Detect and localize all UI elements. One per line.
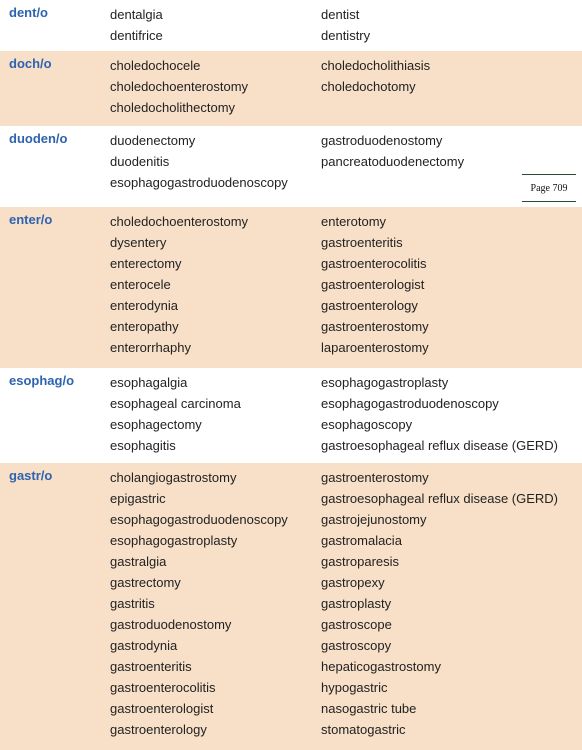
medical-term: esophagogastroplasty	[110, 533, 238, 548]
word-root: duoden/o	[9, 131, 68, 146]
medical-term: gastroduodenostomy	[321, 133, 443, 148]
medical-term: duodenectomy	[110, 133, 196, 148]
medical-term: gastroenteritis	[321, 235, 403, 250]
table-row	[0, 207, 582, 368]
medical-term: enterocele	[110, 277, 171, 292]
medical-term: gastrojejunostomy	[321, 512, 427, 527]
medical-term: enterodynia	[110, 298, 178, 313]
medical-term: choledochoenterostomy	[110, 214, 249, 229]
medical-term: choledochocele	[110, 58, 201, 73]
medical-term: esophagitis	[110, 438, 176, 453]
medical-term: esophagogastroduodenoscopy	[321, 396, 499, 411]
word-root: esophag/o	[9, 373, 75, 388]
medical-term: choledochoenterostomy	[110, 79, 249, 94]
term-column-right	[321, 211, 429, 358]
medical-term: cholangiogastrostomy	[110, 470, 237, 485]
medical-term: gastralgia	[110, 554, 167, 569]
medical-term: dentistry	[321, 28, 371, 43]
medical-term: enterectomy	[110, 256, 182, 271]
medical-term: dentifrice	[110, 28, 163, 43]
medical-term: esophageal carcinoma	[110, 396, 241, 411]
medical-term: hepaticogastrostomy	[321, 659, 441, 674]
term-column-left	[110, 211, 248, 358]
medical-term: esophagogastroduodenoscopy	[110, 175, 288, 190]
term-column-right	[321, 372, 558, 456]
medical-term: gastroscopy	[321, 638, 392, 653]
medical-term: esophagogastroplasty	[321, 375, 449, 390]
medical-term: gastroenterocolitis	[321, 256, 427, 271]
term-column-right	[321, 467, 558, 740]
medical-term: stomatogastric	[321, 722, 406, 737]
medical-term: dysentery	[110, 235, 167, 250]
word-root: enter/o	[9, 212, 53, 227]
medical-term: gastroenterologist	[110, 701, 214, 716]
medical-term: gastroenteritis	[110, 659, 192, 674]
medical-term: gastroenterostomy	[321, 319, 429, 334]
medical-term: choledocholithectomy	[110, 100, 236, 115]
medical-term: gastritis	[110, 596, 155, 611]
medical-term: gastropexy	[321, 575, 385, 590]
medical-term: gastroesophageal reflux disease (GERD)	[321, 491, 559, 506]
medical-term: hypogastric	[321, 680, 388, 695]
medical-term: esophagoscopy	[321, 417, 413, 432]
word-root: doch/o	[9, 56, 52, 71]
page-number-marker: Page 709	[522, 174, 576, 202]
table-row	[0, 51, 582, 126]
table-row	[0, 0, 582, 51]
medical-term: enterotomy	[321, 214, 387, 229]
medical-term: dentist	[321, 7, 360, 22]
table-row	[0, 368, 582, 463]
word-root: dent/o	[9, 5, 48, 20]
term-column-left	[110, 4, 163, 46]
medical-term: dentalgia	[110, 7, 163, 22]
medical-term: gastroduodenostomy	[110, 617, 232, 632]
medical-term: gastroenterologist	[321, 277, 425, 292]
medical-term: nasogastric tube	[321, 701, 417, 716]
term-column-right	[321, 130, 464, 172]
medical-term: gastroenterocolitis	[110, 680, 216, 695]
medical-term: enteropathy	[110, 319, 179, 334]
medical-term: gastromalacia	[321, 533, 402, 548]
medical-term: choledocholithiasis	[321, 58, 431, 73]
medical-term: pancreatoduodenectomy	[321, 154, 465, 169]
medical-term: laparoenterostomy	[321, 340, 429, 355]
medical-term: gastrectomy	[110, 575, 181, 590]
term-column-left	[110, 467, 288, 740]
medical-term: gastroesophageal reflux disease (GERD)	[321, 438, 559, 453]
medical-term: gastroscope	[321, 617, 392, 632]
medical-term: gastroparesis	[321, 554, 400, 569]
medical-term: duodenitis	[110, 154, 170, 169]
medical-term: gastroplasty	[321, 596, 392, 611]
term-column-left	[110, 55, 248, 118]
medical-term: choledochotomy	[321, 79, 416, 94]
table-row	[0, 126, 582, 207]
word-root: gastr/o	[9, 468, 53, 483]
medical-term: epigastric	[110, 491, 166, 506]
medical-term: gastroenterology	[110, 722, 207, 737]
term-column-right	[321, 55, 430, 97]
term-column-right	[321, 4, 370, 46]
medical-term: esophagectomy	[110, 417, 202, 432]
medical-term: esophagogastroduodenoscopy	[110, 512, 288, 527]
term-column-left	[110, 130, 288, 193]
medical-term: gastrodynia	[110, 638, 178, 653]
medical-term: esophagalgia	[110, 375, 188, 390]
table-row	[0, 463, 582, 750]
medical-term: enterorrhaphy	[110, 340, 191, 355]
medical-term: gastroenterology	[321, 298, 418, 313]
term-column-left	[110, 372, 241, 456]
medical-term: gastroenterostomy	[321, 470, 429, 485]
